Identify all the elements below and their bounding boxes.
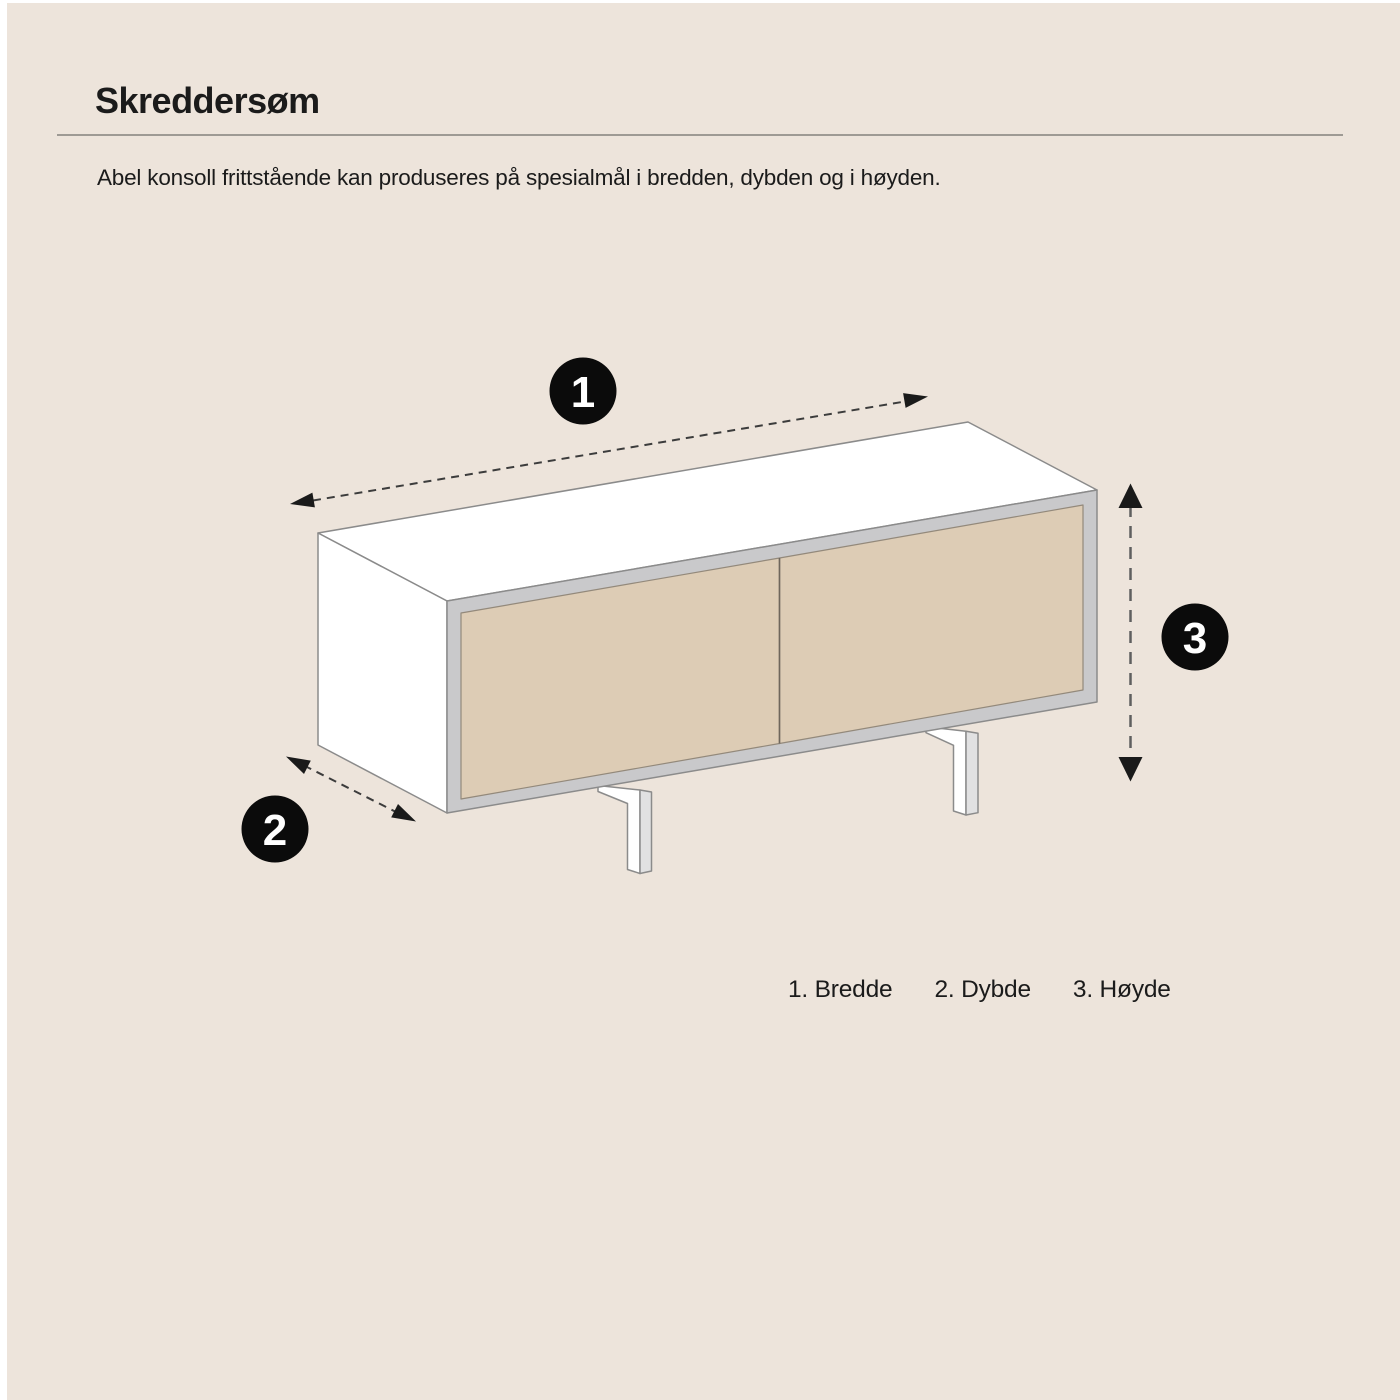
console-left-leg bbox=[598, 786, 652, 874]
badge-2-depth bbox=[242, 796, 309, 863]
legend-item-hoyde: 3. Høyde bbox=[1072, 976, 1171, 1003]
page-title: Skreddersøm bbox=[95, 80, 320, 121]
badge-3-height bbox=[1162, 604, 1229, 671]
description-text: Abel konsoll frittstående kan produseres på spesialmål i bredden, dybden og i høyden. bbox=[97, 165, 941, 190]
skreddersom-section bbox=[7, 3, 1400, 1400]
legend-item-dybde: 2. Dybde bbox=[934, 976, 1031, 1003]
svg-text:2: 2 bbox=[262, 806, 288, 855]
height-arrow bbox=[1119, 484, 1143, 782]
dimension-legend bbox=[788, 976, 1171, 1004]
svg-text:3: 3 bbox=[1182, 614, 1208, 663]
badge-1-width bbox=[550, 358, 617, 425]
legend-item-bredde: 1. Bredde bbox=[788, 976, 893, 1003]
svg-text:1: 1 bbox=[570, 368, 596, 417]
console-right-leg bbox=[926, 727, 978, 815]
